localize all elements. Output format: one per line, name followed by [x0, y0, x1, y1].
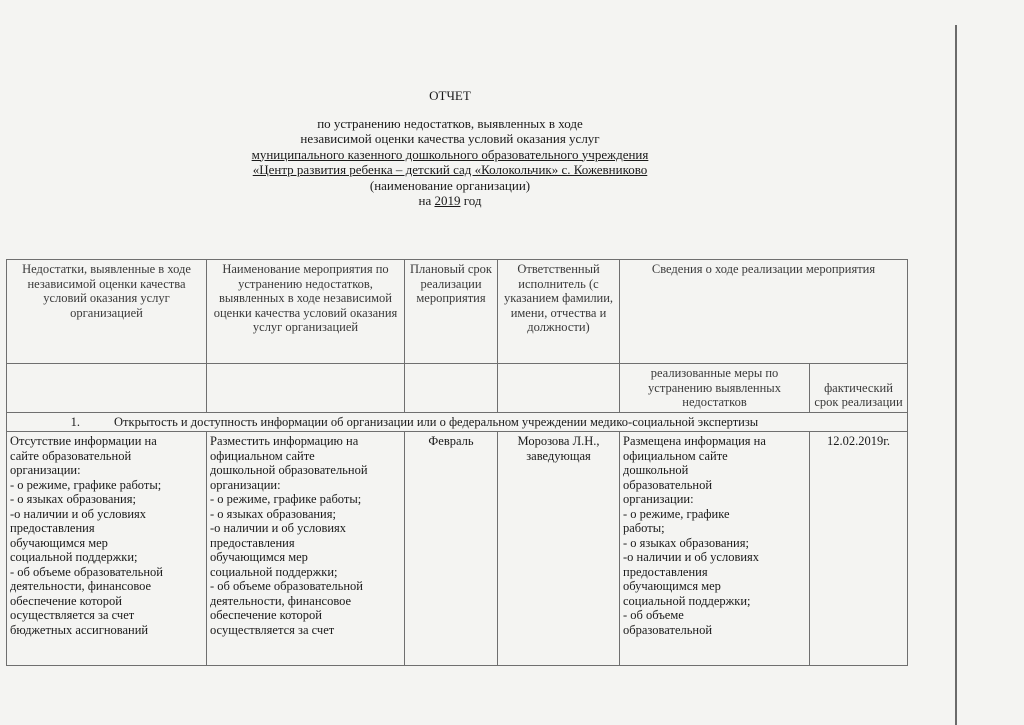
text-line: предоставления	[10, 521, 95, 535]
text-line: обеспечение которой	[210, 608, 322, 622]
text-line: Отсутствие информации на	[10, 434, 157, 448]
header-line-2: независимой оценки качества условий оказания услуг	[300, 131, 600, 146]
text-line: осуществляется за счет	[210, 622, 335, 637]
text-line: социальной поддержки;	[623, 593, 751, 608]
col-header-measures: Наименование мероприятия по устранению недостатков, выявленных в ходе независимой оценки качества условий оказания услуг организацией	[207, 260, 405, 364]
section-row	[7, 412, 908, 432]
subheader-empty-3	[405, 364, 498, 413]
report-header	[200, 88, 700, 209]
col-header-progress: Сведения о ходе реализации мероприятия	[620, 260, 908, 364]
text-line: - о языках образования;	[10, 492, 136, 506]
text-line: Разместить информацию на	[210, 434, 359, 448]
organization-line-2: «Центр развития ребенка – детский сад «Колокольчик» с. Кожевниково	[252, 162, 648, 177]
text-line: - об объеме	[623, 608, 684, 622]
text-line: обучающимся мер	[10, 535, 108, 550]
col-header-responsible: Ответственный исполнитель (с указанием фамилии, имени, отчества и должности)	[498, 260, 620, 364]
header-line-1: по устранению недостатков, выявленных в ходе	[317, 115, 583, 131]
text-line: обучающимся мер	[210, 550, 308, 564]
table-row	[7, 432, 908, 666]
text-line: официальном сайте	[210, 448, 315, 463]
text-line: образовательной	[623, 622, 713, 637]
organization-caption: (наименование организации)	[369, 177, 531, 193]
text-line: работы;	[623, 521, 665, 535]
text-line: Размещена информация на	[623, 434, 766, 448]
text-line: деятельности, финансовое	[210, 593, 352, 608]
text-line: дошкольной образовательной	[210, 463, 368, 477]
text-line: организации:	[623, 492, 694, 506]
text-line: предоставления	[210, 535, 295, 550]
text-line: - о режиме, графике	[623, 506, 730, 521]
text-line: - о языках образования;	[623, 535, 749, 550]
subcol-header-implemented: реализованные меры по устранению выявленных недостатков	[620, 364, 810, 413]
report-year: 2019	[434, 193, 461, 208]
table-subheader-row	[7, 364, 908, 413]
text-line: - об объеме образовательной	[10, 564, 163, 579]
text-line: организации:	[210, 477, 281, 492]
cell-actual-date: 12.02.2019г.	[810, 432, 908, 666]
text-line: - о режиме, графике работы;	[210, 492, 362, 506]
report-table	[6, 259, 908, 666]
year-suffix: год	[463, 193, 482, 208]
col-header-deadline: Плановый срок реализации мероприятия	[405, 260, 498, 364]
col-header-deficiencies: Недостатки, выявленные в ходе независимой оценки качества условий оказания услуг организацией	[7, 260, 207, 364]
cell-measure	[207, 432, 405, 666]
text-line: -о наличии и об условиях	[623, 550, 760, 564]
text-line: организации:	[10, 463, 81, 477]
subheader-empty-4	[498, 364, 620, 413]
table-header-row	[7, 260, 908, 364]
cell-responsible: Морозова Л.Н., заведующая	[498, 432, 620, 666]
cell-implemented	[620, 432, 810, 666]
subheader-empty-2	[207, 364, 405, 413]
section-heading	[7, 412, 908, 432]
organization-line-1: муниципального казенного дошкольного образовательного учреждения	[251, 146, 649, 162]
subcol-header-actual-date: фактический срок реализации	[810, 364, 908, 413]
text-line: - об объеме образовательной	[210, 579, 363, 593]
text-line: обеспечение которой	[10, 593, 122, 608]
section-title: Открытость и доступность информации об организации или о федеральном учреждении медико-социальной экспертизы	[114, 414, 759, 429]
report-title: ОТЧЕТ	[429, 88, 471, 103]
text-line: бюджетных ассигнований	[10, 622, 149, 637]
text-line: социальной поддержки;	[10, 550, 138, 564]
report-year-line	[200, 193, 700, 209]
year-prefix: на	[418, 193, 432, 208]
cell-deadline: Февраль	[405, 432, 498, 666]
text-line: предоставления	[623, 564, 708, 579]
section-number: 1.	[70, 414, 80, 429]
text-line: дошкольной	[623, 463, 689, 477]
text-line: сайте образовательной	[10, 448, 132, 463]
text-line: осуществляется за счет	[10, 608, 135, 622]
text-line: - о режиме, графике работы;	[10, 477, 162, 492]
text-line: образовательной	[623, 477, 713, 492]
text-line: социальной поддержки;	[210, 564, 338, 579]
text-line: официальном сайте	[623, 448, 728, 463]
text-line: -о наличии и об условиях	[210, 521, 347, 535]
cell-deficiency	[7, 432, 207, 666]
text-line: -о наличии и об условиях	[10, 506, 147, 521]
subheader-empty-1	[7, 364, 207, 413]
text-line: - о языках образования;	[210, 506, 336, 521]
scan-edge-shadow	[955, 25, 957, 725]
text-line: обучающимся мер	[623, 579, 721, 593]
text-line: деятельности, финансовое	[10, 579, 152, 593]
